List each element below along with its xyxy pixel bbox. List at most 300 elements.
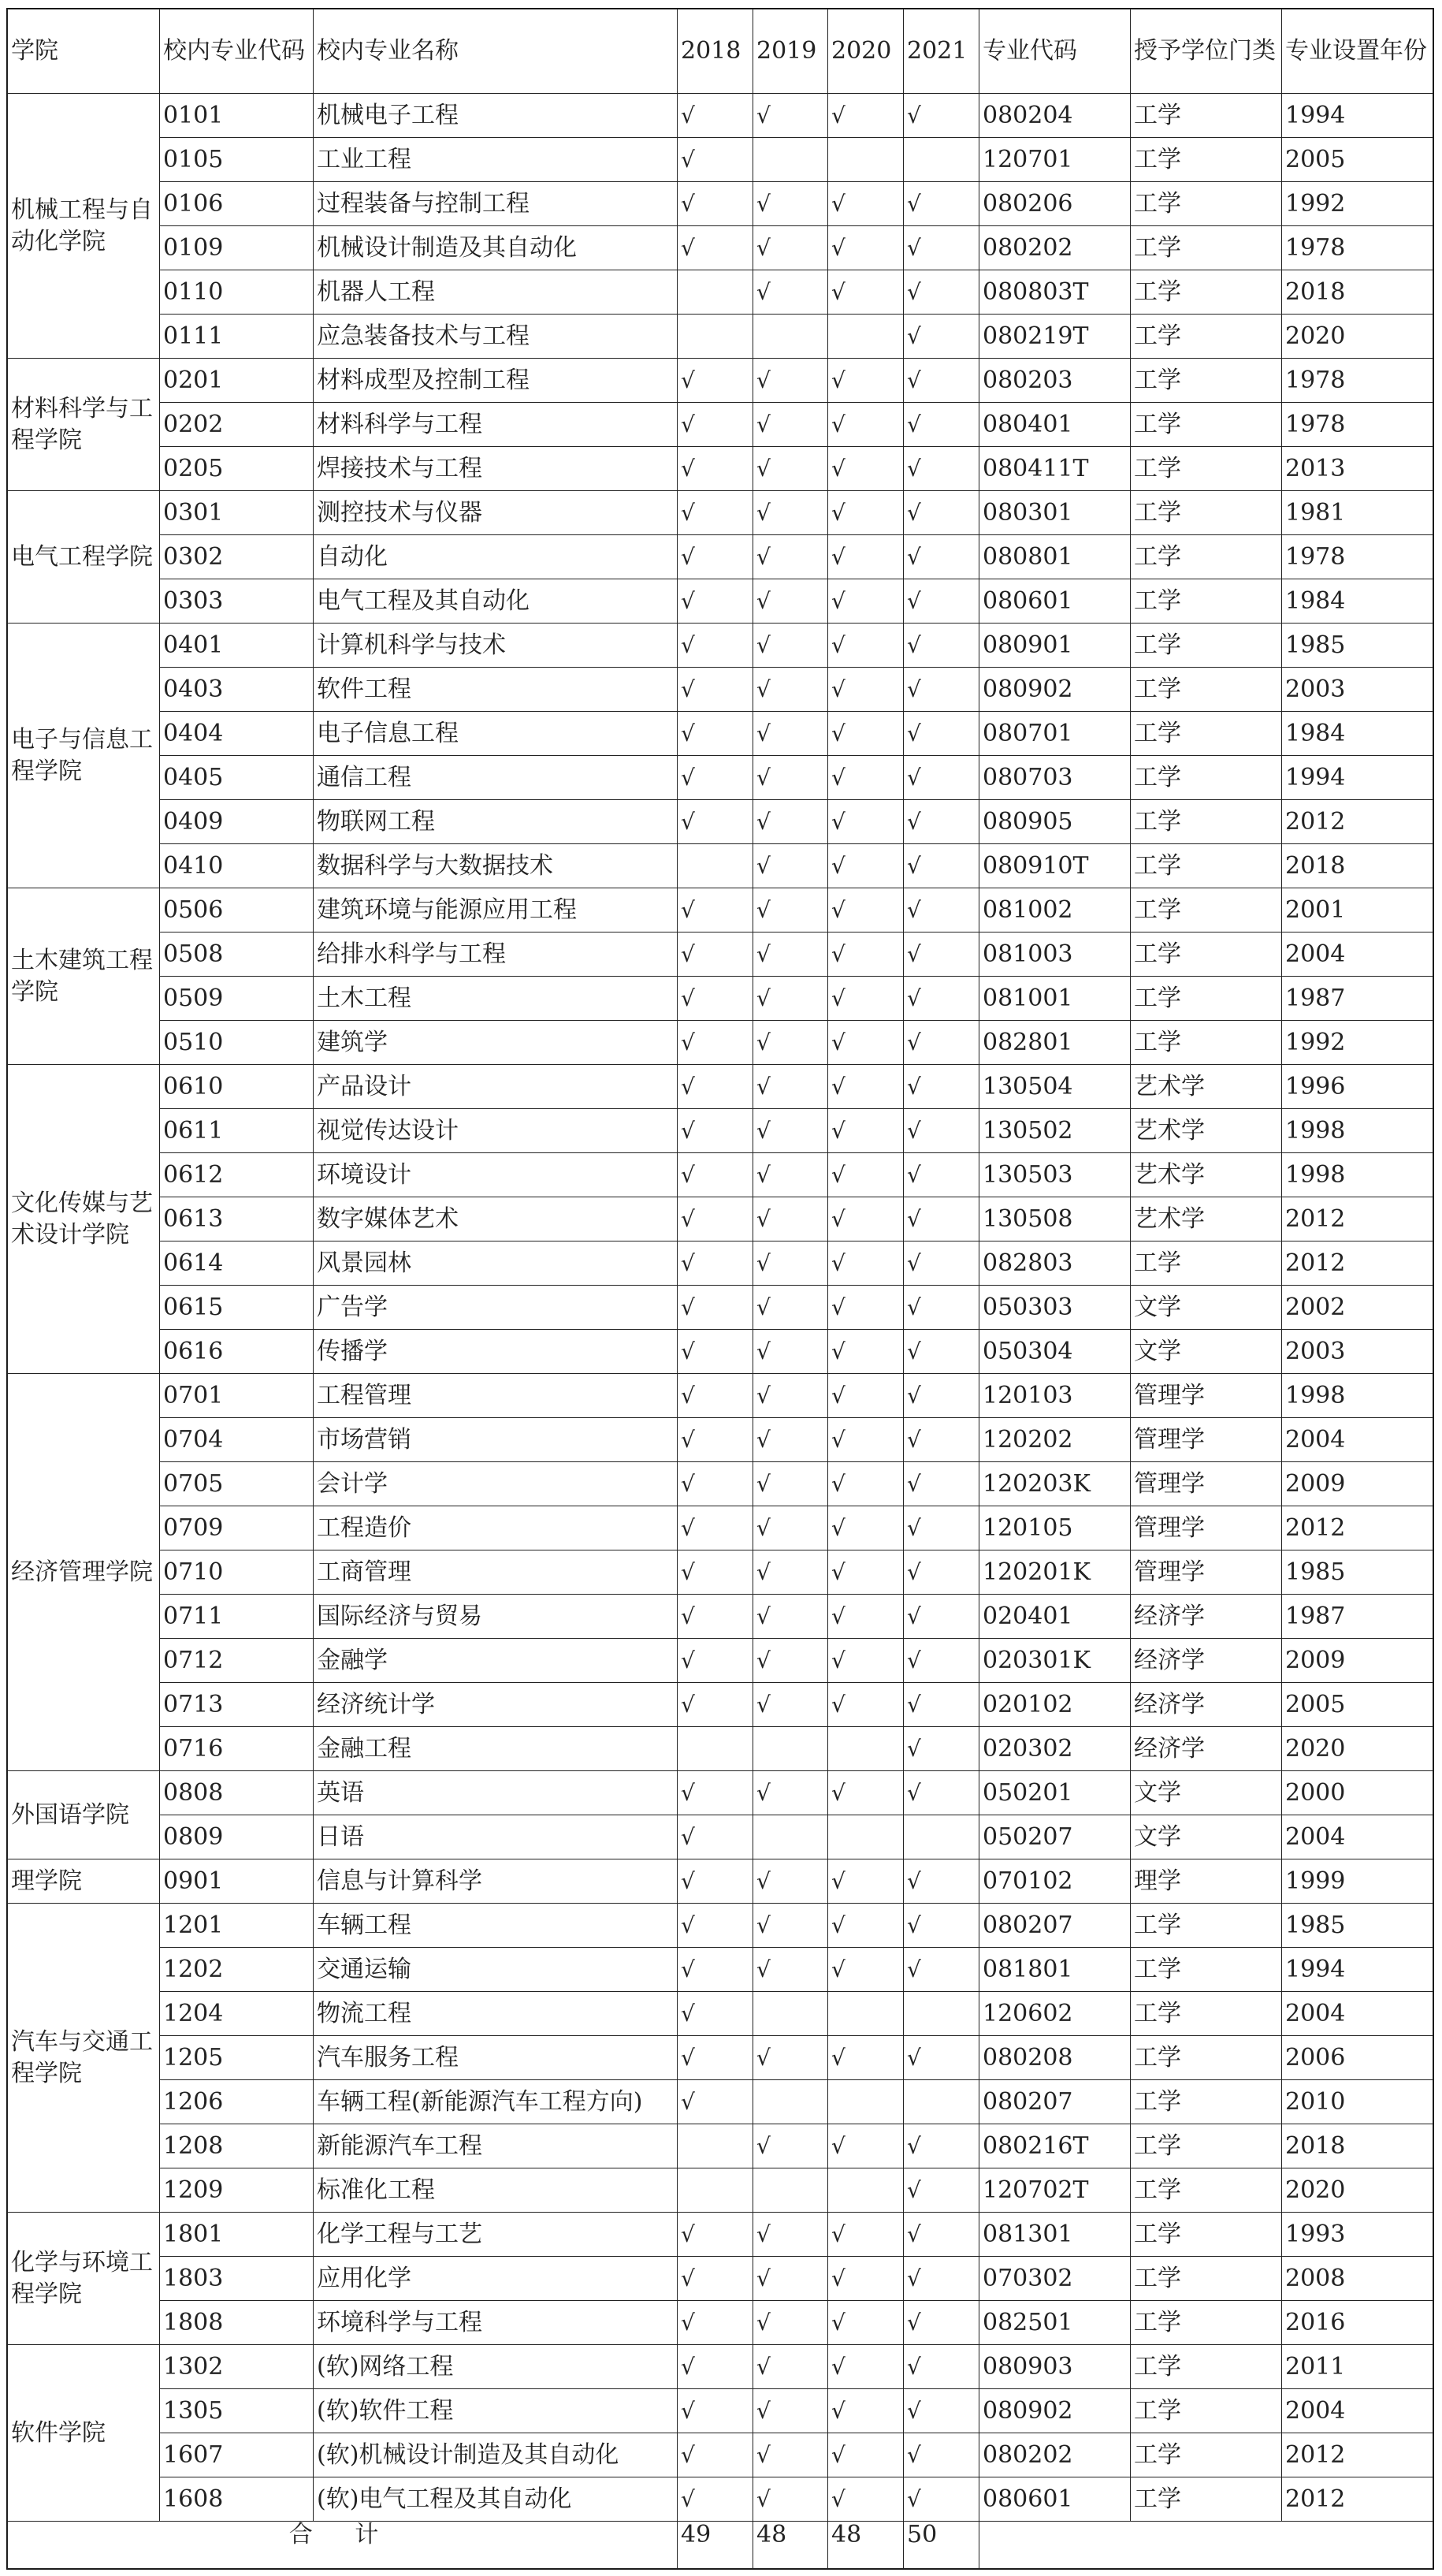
2019-cell: √	[753, 1595, 828, 1639]
2021-cell: √	[904, 1241, 979, 1286]
internal-code-cell: 0615	[160, 1286, 314, 1330]
internal-code-cell: 1205	[160, 2036, 314, 2080]
2019-cell: √	[753, 888, 828, 932]
2019-cell: √	[753, 712, 828, 756]
2021-cell: √	[904, 624, 979, 668]
2018-cell: √	[678, 1859, 753, 1904]
table-row	[8, 1065, 1433, 1109]
table-row	[8, 624, 1433, 668]
header-2020: 2020	[828, 9, 904, 94]
2018-cell: √	[678, 447, 753, 491]
2019-cell: √	[753, 1330, 828, 1374]
majors-table	[7, 9, 1433, 2569]
2021-cell: √	[904, 2477, 979, 2522]
2018-cell: √	[678, 1330, 753, 1374]
internal-code-cell: 0205	[160, 447, 314, 491]
setup-year-cell: 2009	[1282, 1639, 1433, 1683]
internal-code-cell: 0612	[160, 1153, 314, 1197]
setup-year-cell: 2020	[1282, 1727, 1433, 1771]
degree-category-cell: 工学	[1131, 94, 1282, 138]
2021-cell: √	[904, 2168, 979, 2213]
2018-cell: √	[678, 403, 753, 447]
major-code-cell: 120203K	[979, 1462, 1131, 1506]
internal-code-cell: 1201	[160, 1904, 314, 1948]
internal-code-cell: 0809	[160, 1815, 314, 1859]
internal-code-cell: 1302	[160, 2345, 314, 2389]
major-code-cell: 070102	[979, 1859, 1131, 1904]
major-code-cell: 080401	[979, 403, 1131, 447]
internal-code-cell: 0713	[160, 1683, 314, 1727]
setup-year-cell: 2016	[1282, 2301, 1433, 2345]
2019-cell: √	[753, 800, 828, 844]
2018-cell: √	[678, 2345, 753, 2389]
degree-category-cell: 工学	[1131, 1992, 1282, 2036]
2021-cell: √	[904, 932, 979, 977]
2018-cell: √	[678, 2080, 753, 2124]
2019-cell	[753, 315, 828, 359]
degree-category-cell: 工学	[1131, 1948, 1282, 1992]
internal-code-cell: 0701	[160, 1374, 314, 1418]
header-setup-year: 专业设置年份	[1282, 9, 1433, 94]
setup-year-cell: 2004	[1282, 1418, 1433, 1462]
internal-code-cell: 0716	[160, 1727, 314, 1771]
table-row	[8, 756, 1433, 800]
2020-cell: √	[828, 2301, 904, 2345]
degree-category-cell: 工学	[1131, 138, 1282, 182]
2021-cell: √	[904, 1197, 979, 1241]
major-name-cell: 环境科学与工程	[314, 2301, 678, 2345]
table-row	[8, 1595, 1433, 1639]
2021-cell: √	[904, 1462, 979, 1506]
setup-year-cell: 2013	[1282, 447, 1433, 491]
setup-year-cell: 2006	[1282, 2036, 1433, 2080]
setup-year-cell: 1984	[1282, 712, 1433, 756]
2021-cell: √	[904, 1286, 979, 1330]
total-row	[8, 2522, 1433, 2569]
2021-cell: √	[904, 2301, 979, 2345]
2019-cell: √	[753, 1639, 828, 1683]
2021-cell: √	[904, 1550, 979, 1595]
table-row	[8, 1153, 1433, 1197]
2021-cell: √	[904, 2213, 979, 2257]
2019-cell: √	[753, 535, 828, 579]
degree-category-cell: 工学	[1131, 800, 1282, 844]
internal-code-cell: 1608	[160, 2477, 314, 2522]
2020-cell: √	[828, 94, 904, 138]
2018-cell: √	[678, 1065, 753, 1109]
table-row	[8, 1109, 1433, 1153]
major-name-cell: 国际经济与贸易	[314, 1595, 678, 1639]
2021-cell: √	[904, 226, 979, 270]
major-name-cell: 车辆工程(新能源汽车工程方向)	[314, 2080, 678, 2124]
internal-code-cell: 1209	[160, 2168, 314, 2213]
major-code-cell: 081001	[979, 977, 1131, 1021]
2018-cell: √	[678, 932, 753, 977]
2020-cell: √	[828, 668, 904, 712]
majors-table-body	[8, 94, 1433, 2522]
internal-code-cell: 0610	[160, 1065, 314, 1109]
setup-year-cell: 2020	[1282, 315, 1433, 359]
major-name-cell: 工程造价	[314, 1506, 678, 1550]
major-code-cell: 080910T	[979, 844, 1131, 888]
2019-cell	[753, 2168, 828, 2213]
2020-cell: √	[828, 2124, 904, 2168]
total-blank	[979, 2522, 1433, 2569]
2019-cell: √	[753, 2477, 828, 2522]
major-code-cell: 081002	[979, 888, 1131, 932]
majors-table-frame	[6, 8, 1434, 2570]
2018-cell: √	[678, 491, 753, 535]
table-row	[8, 1286, 1433, 1330]
2019-cell: √	[753, 2257, 828, 2301]
2021-cell: √	[904, 403, 979, 447]
setup-year-cell: 2002	[1282, 1286, 1433, 1330]
major-name-cell: 数据科学与大数据技术	[314, 844, 678, 888]
2019-cell: √	[753, 94, 828, 138]
2020-cell: √	[828, 1330, 904, 1374]
major-name-cell: (软)电气工程及其自动化	[314, 2477, 678, 2522]
2018-cell: √	[678, 2301, 753, 2345]
2018-cell	[678, 1727, 753, 1771]
setup-year-cell: 1992	[1282, 182, 1433, 226]
table-row	[8, 2389, 1433, 2433]
total-2018: 49	[678, 2522, 753, 2569]
2019-cell: √	[753, 2124, 828, 2168]
degree-category-cell: 经济学	[1131, 1683, 1282, 1727]
2021-cell: √	[904, 1727, 979, 1771]
table-row	[8, 1992, 1433, 2036]
2018-cell: √	[678, 1241, 753, 1286]
major-code-cell: 080202	[979, 2433, 1131, 2477]
2020-cell: √	[828, 447, 904, 491]
major-code-cell: 080203	[979, 359, 1131, 403]
major-name-cell: 软件工程	[314, 668, 678, 712]
setup-year-cell: 2012	[1282, 800, 1433, 844]
table-row	[8, 2257, 1433, 2301]
college-cell: 外国语学院	[8, 1771, 160, 1859]
table-row	[8, 1550, 1433, 1595]
2019-cell: √	[753, 977, 828, 1021]
2019-cell: √	[753, 579, 828, 624]
major-name-cell: (软)网络工程	[314, 2345, 678, 2389]
degree-category-cell: 工学	[1131, 756, 1282, 800]
setup-year-cell: 2012	[1282, 1241, 1433, 1286]
2021-cell: √	[904, 1021, 979, 1065]
2020-cell: √	[828, 712, 904, 756]
2021-cell: √	[904, 359, 979, 403]
2019-cell: √	[753, 1506, 828, 1550]
2018-cell: √	[678, 1197, 753, 1241]
internal-code-cell: 1208	[160, 2124, 314, 2168]
2021-cell: √	[904, 1639, 979, 1683]
header-row	[8, 9, 1433, 94]
setup-year-cell: 1978	[1282, 535, 1433, 579]
degree-category-cell: 工学	[1131, 1021, 1282, 1065]
major-code-cell: 081003	[979, 932, 1131, 977]
major-code-cell: 130502	[979, 1109, 1131, 1153]
2019-cell: √	[753, 2036, 828, 2080]
major-code-cell: 081301	[979, 2213, 1131, 2257]
2021-cell: √	[904, 491, 979, 535]
2019-cell: √	[753, 1241, 828, 1286]
table-row	[8, 1859, 1433, 1904]
2020-cell: √	[828, 800, 904, 844]
major-name-cell: 土木工程	[314, 977, 678, 1021]
2018-cell: √	[678, 1374, 753, 1418]
setup-year-cell: 2010	[1282, 2080, 1433, 2124]
degree-category-cell: 工学	[1131, 624, 1282, 668]
table-row	[8, 2036, 1433, 2080]
major-code-cell: 120702T	[979, 2168, 1131, 2213]
setup-year-cell: 1996	[1282, 1065, 1433, 1109]
college-cell: 汽车与交通工程学院	[8, 1904, 160, 2213]
internal-code-cell: 0401	[160, 624, 314, 668]
major-name-cell: 给排水科学与工程	[314, 932, 678, 977]
2020-cell: √	[828, 888, 904, 932]
internal-code-cell: 1808	[160, 2301, 314, 2345]
header-2019: 2019	[753, 9, 828, 94]
major-code-cell: 020102	[979, 1683, 1131, 1727]
table-row	[8, 2301, 1433, 2345]
major-name-cell: 日语	[314, 1815, 678, 1859]
2020-cell: √	[828, 1065, 904, 1109]
setup-year-cell: 1987	[1282, 977, 1433, 1021]
setup-year-cell: 1978	[1282, 359, 1433, 403]
major-name-cell: 工商管理	[314, 1550, 678, 1595]
2018-cell: √	[678, 138, 753, 182]
2021-cell: √	[904, 447, 979, 491]
setup-year-cell: 2004	[1282, 1815, 1433, 1859]
college-cell: 材料科学与工程学院	[8, 359, 160, 491]
2021-cell: √	[904, 1418, 979, 1462]
setup-year-cell: 2012	[1282, 2477, 1433, 2522]
2018-cell: √	[678, 535, 753, 579]
degree-category-cell: 管理学	[1131, 1374, 1282, 1418]
major-code-cell: 080801	[979, 535, 1131, 579]
degree-category-cell: 工学	[1131, 491, 1282, 535]
college-cell: 机械工程与自动化学院	[8, 94, 160, 359]
major-name-cell: 标准化工程	[314, 2168, 678, 2213]
2020-cell: √	[828, 403, 904, 447]
header-degree-category: 授予学位门类	[1131, 9, 1282, 94]
2021-cell: √	[904, 270, 979, 315]
2019-cell: √	[753, 1948, 828, 1992]
table-row	[8, 491, 1433, 535]
2019-cell: √	[753, 226, 828, 270]
setup-year-cell: 2000	[1282, 1771, 1433, 1815]
2021-cell: √	[904, 756, 979, 800]
setup-year-cell: 2004	[1282, 932, 1433, 977]
total-2021: 50	[904, 2522, 979, 2569]
major-name-cell: 物流工程	[314, 1992, 678, 2036]
table-row	[8, 182, 1433, 226]
total-2020: 48	[828, 2522, 904, 2569]
2020-cell: √	[828, 270, 904, 315]
table-row	[8, 1815, 1433, 1859]
table-row	[8, 1462, 1433, 1506]
2021-cell: √	[904, 535, 979, 579]
2020-cell: √	[828, 1683, 904, 1727]
2018-cell: √	[678, 1506, 753, 1550]
major-name-cell: 过程装备与控制工程	[314, 182, 678, 226]
internal-code-cell: 0705	[160, 1462, 314, 1506]
2020-cell: √	[828, 1595, 904, 1639]
degree-category-cell: 工学	[1131, 359, 1282, 403]
internal-code-cell: 1202	[160, 1948, 314, 1992]
table-row	[8, 844, 1433, 888]
2021-cell: √	[904, 94, 979, 138]
major-code-cell: 120201K	[979, 1550, 1131, 1595]
major-code-cell: 020301K	[979, 1639, 1131, 1683]
2019-cell: √	[753, 270, 828, 315]
major-name-cell: 机器人工程	[314, 270, 678, 315]
degree-category-cell: 经济学	[1131, 1639, 1282, 1683]
2021-cell: √	[904, 712, 979, 756]
degree-category-cell: 工学	[1131, 315, 1282, 359]
major-code-cell: 082803	[979, 1241, 1131, 1286]
2018-cell: √	[678, 756, 753, 800]
major-code-cell: 130504	[979, 1065, 1131, 1109]
header-2021: 2021	[904, 9, 979, 94]
major-name-cell: 信息与计算科学	[314, 1859, 678, 1904]
2018-cell: √	[678, 2477, 753, 2522]
college-cell: 电子与信息工程学院	[8, 624, 160, 888]
setup-year-cell: 2003	[1282, 668, 1433, 712]
setup-year-cell: 1998	[1282, 1374, 1433, 1418]
degree-category-cell: 工学	[1131, 712, 1282, 756]
internal-code-cell: 0405	[160, 756, 314, 800]
2019-cell: √	[753, 182, 828, 226]
college-cell: 文化传媒与艺术设计学院	[8, 1065, 160, 1374]
major-name-cell: 建筑环境与能源应用工程	[314, 888, 678, 932]
major-code-cell: 080216T	[979, 2124, 1131, 2168]
2018-cell: √	[678, 182, 753, 226]
2021-cell: √	[904, 2036, 979, 2080]
major-code-cell: 080703	[979, 756, 1131, 800]
major-name-cell: 自动化	[314, 535, 678, 579]
2018-cell: √	[678, 1639, 753, 1683]
2021-cell: √	[904, 1330, 979, 1374]
major-code-cell: 080202	[979, 226, 1131, 270]
major-code-cell: 080301	[979, 491, 1131, 535]
2020-cell: √	[828, 756, 904, 800]
major-name-cell: 会计学	[314, 1462, 678, 1506]
2019-cell: √	[753, 447, 828, 491]
degree-category-cell: 工学	[1131, 182, 1282, 226]
major-name-cell: 风景园林	[314, 1241, 678, 1286]
2019-cell: √	[753, 1683, 828, 1727]
2018-cell: √	[678, 1286, 753, 1330]
2021-cell: √	[904, 1065, 979, 1109]
2020-cell	[828, 2168, 904, 2213]
2018-cell: √	[678, 1550, 753, 1595]
table-row	[8, 1948, 1433, 1992]
2021-cell: √	[904, 2124, 979, 2168]
total-2019: 48	[753, 2522, 828, 2569]
2020-cell: √	[828, 2213, 904, 2257]
setup-year-cell: 1994	[1282, 756, 1433, 800]
table-row	[8, 800, 1433, 844]
2019-cell: √	[753, 1374, 828, 1418]
2019-cell: √	[753, 2389, 828, 2433]
major-name-cell: 产品设计	[314, 1065, 678, 1109]
2018-cell	[678, 270, 753, 315]
major-code-cell: 120701	[979, 138, 1131, 182]
setup-year-cell: 1998	[1282, 1109, 1433, 1153]
internal-code-cell: 0508	[160, 932, 314, 977]
2020-cell	[828, 1992, 904, 2036]
internal-code-cell: 0410	[160, 844, 314, 888]
2018-cell: √	[678, 888, 753, 932]
degree-category-cell: 工学	[1131, 2213, 1282, 2257]
degree-category-cell: 经济学	[1131, 1595, 1282, 1639]
2020-cell: √	[828, 624, 904, 668]
major-code-cell: 130503	[979, 1153, 1131, 1197]
2020-cell: √	[828, 1197, 904, 1241]
major-code-cell: 080601	[979, 579, 1131, 624]
2020-cell: √	[828, 932, 904, 977]
internal-code-cell: 0409	[160, 800, 314, 844]
2019-cell: √	[753, 668, 828, 712]
table-row	[8, 1374, 1433, 1418]
2021-cell	[904, 1815, 979, 1859]
2020-cell: √	[828, 226, 904, 270]
2021-cell	[904, 2080, 979, 2124]
2021-cell	[904, 1992, 979, 2036]
setup-year-cell: 2018	[1282, 844, 1433, 888]
table-row	[8, 138, 1433, 182]
2021-cell: √	[904, 1904, 979, 1948]
2018-cell: √	[678, 1153, 753, 1197]
degree-category-cell: 管理学	[1131, 1550, 1282, 1595]
2018-cell: √	[678, 2036, 753, 2080]
2018-cell: √	[678, 1904, 753, 1948]
2018-cell: √	[678, 579, 753, 624]
2020-cell: √	[828, 1153, 904, 1197]
setup-year-cell: 1978	[1282, 226, 1433, 270]
major-code-cell: 050207	[979, 1815, 1131, 1859]
setup-year-cell: 2012	[1282, 1506, 1433, 1550]
major-name-cell: 英语	[314, 1771, 678, 1815]
internal-code-cell: 0710	[160, 1550, 314, 1595]
2020-cell: √	[828, 491, 904, 535]
internal-code-cell: 0509	[160, 977, 314, 1021]
major-name-cell: 化学工程与工艺	[314, 2213, 678, 2257]
major-code-cell: 080208	[979, 2036, 1131, 2080]
internal-code-cell: 0616	[160, 1330, 314, 1374]
setup-year-cell: 2005	[1282, 138, 1433, 182]
2018-cell: √	[678, 1021, 753, 1065]
major-code-cell: 120202	[979, 1418, 1131, 1462]
2018-cell: √	[678, 1109, 753, 1153]
major-code-cell: 080701	[979, 712, 1131, 756]
setup-year-cell: 2003	[1282, 1330, 1433, 1374]
internal-code-cell: 1305	[160, 2389, 314, 2433]
2019-cell: √	[753, 1065, 828, 1109]
setup-year-cell: 2004	[1282, 1992, 1433, 2036]
internal-code-cell: 0302	[160, 535, 314, 579]
major-name-cell: 金融工程	[314, 1727, 678, 1771]
major-code-cell: 081801	[979, 1948, 1131, 1992]
2019-cell: √	[753, 1859, 828, 1904]
table-row	[8, 668, 1433, 712]
table-row	[8, 1418, 1433, 1462]
2021-cell: √	[904, 977, 979, 1021]
2018-cell	[678, 315, 753, 359]
2020-cell	[828, 1727, 904, 1771]
internal-code-cell: 0109	[160, 226, 314, 270]
setup-year-cell: 2001	[1282, 888, 1433, 932]
